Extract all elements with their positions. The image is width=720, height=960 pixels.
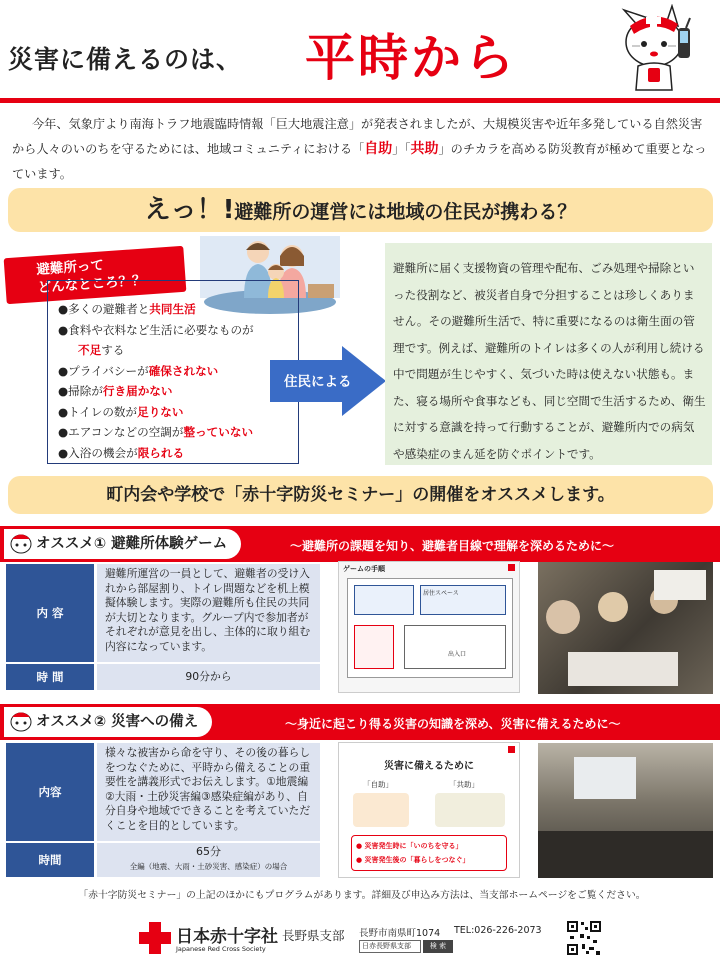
- question-line1: 避難所って: [35, 257, 105, 279]
- arrow-label: 住民による: [284, 374, 352, 390]
- band1-text: 避難所の運営には地域の住民が携わる？: [234, 201, 577, 223]
- rec2-title: オススメ② 災害への備え: [4, 707, 212, 737]
- list-item: ●エアコンなどの空調が整っていない: [58, 425, 254, 439]
- header-title-prefix: 災害に備えるのは、: [8, 45, 243, 74]
- qr-code-icon: [566, 920, 602, 956]
- intro-jijo: 自助: [364, 141, 393, 157]
- org-name-en: Japanese Red Cross Society: [176, 945, 266, 953]
- mascot-small-icon: [8, 530, 34, 558]
- shelter-question-band: [8, 188, 713, 232]
- thumb-title: ゲームの手順: [343, 565, 385, 573]
- telephone: TEL:026-226-2073: [454, 925, 542, 936]
- shelter-explanation: 避難所に届く支援物資の管理や配布、ごみ処理や掃除といった役割など、被災者自身で分担することは珍しくありません。その避難所生活で、特に重要になるのは衛生面の管理です。例えば、避難所のトイレは多くの人が利用し続ける中で問題が生じやすく、気づいた時は使えない状態も。また、寝る場所や食事なども、同じ空間で生活するため、衛生に対する意識を持って行動することが、避難所内での病気や感染症のまん延を防ぐポイントです。: [385, 243, 712, 465]
- rec2-content-label: 内容: [6, 743, 94, 841]
- rec2-time-note: 全編（地震、大雨・土砂災害、感染症）の場合: [129, 861, 288, 871]
- red-cross-logo: [137, 920, 173, 956]
- rec1-title: オススメ① 避難所体験ゲーム: [4, 529, 241, 559]
- rec2-subtitle: ～身近に起こり得る災害の知識を深め、災害に備えるために～: [285, 717, 621, 731]
- rec1-content: 避難所運営の一員として、避難者の受け入れから部屋割り、トイレ問題などを机上模擬体験します。実際の避難所も住民の共同が大切となります。グループ内で参加者がそれぞれが意見を出し、主体的に取り組む内容になっています。: [97, 564, 320, 662]
- intro-text-3: 」のチカラを高める防災教育が極めて重要となっています。: [12, 142, 707, 181]
- rec1-time: 90分から: [97, 664, 320, 690]
- floor-plan: 居住スペース 出入口: [347, 578, 513, 678]
- rec1-content-label: 内 容: [6, 564, 94, 662]
- mascot-small-icon: [8, 708, 34, 736]
- intro-paragraph: [12, 112, 712, 187]
- rec1-subtitle: ～避難所の課題を知り、避難者目線で理解を深めるために～: [290, 539, 615, 553]
- rec2-time: 65分: [196, 845, 221, 858]
- game-procedure-thumbnail: [338, 561, 520, 693]
- red-cross-mark: [508, 746, 515, 753]
- seminar-recommend-band: 町内会や学校で「赤十字防災セミナー」の開催をオススメします。: [8, 476, 713, 514]
- rec2-content: 様々な被害から命を守り、その後の暮らしをつなぐために、平時から備えることの重要性を講義形式でお伝えします。①地震編②大雨・土砂災害編③感染症編があり、自分自身や地域でできることを考えていただくことを目的としています。: [97, 743, 320, 841]
- red-cross-mark: [508, 564, 515, 571]
- question-line2: どんなところ？？: [37, 272, 147, 297]
- disaster-slide-thumbnail: 災害に備えるために 「自助」 「共助」 ● 災害発生時に「いのちを守る」 ● 災害発生後の「暮らしをつなぐ」: [338, 742, 520, 878]
- shelter-problem-list: [47, 280, 299, 464]
- intro-text-1: 今年、気象庁より南海トラフ地震臨時情報「巨大地震注意」が発表されましたが、大規模災害や近年多発している自然災害から人々のいのちを守るためには、地域コミュニティにおける「: [12, 117, 703, 156]
- intro-text-2: 」「: [392, 142, 411, 156]
- list-item: ●多くの避難者と共同生活: [58, 302, 196, 316]
- intro-kyojo: 共助: [410, 141, 439, 157]
- search-button[interactable]: 検 索: [423, 940, 453, 953]
- band1-exclaim: えっ！!: [144, 195, 235, 225]
- list-item: ●食料や衣料など生活に必要なものが: [58, 322, 254, 337]
- branch-name: 長野県支部: [282, 928, 345, 943]
- rec2-time-cell: [97, 843, 320, 877]
- list-item: 不足する: [78, 343, 125, 357]
- mascot-illustration: [610, 4, 700, 96]
- list-item: ●トイレの数が足りない: [58, 404, 184, 419]
- header-divider: [0, 98, 720, 103]
- slide-title: 災害に備えるために: [384, 761, 474, 772]
- search-box: 日赤長野県支部: [359, 940, 421, 953]
- list-item: ●プライバシーが確保されない: [58, 363, 219, 378]
- seminar-photo-1: [538, 562, 713, 694]
- header-title-emphasis: 平時から: [305, 29, 517, 87]
- rec2-time-label: 時間: [6, 843, 94, 877]
- footer-note: 「赤十字防災セミナー」の上記のほかにもプログラムがあります。詳細及び申込み方法は、当支部ホームページをご覧ください。: [78, 890, 646, 901]
- address: 長野市南県町1074: [359, 928, 441, 939]
- seminar-photo-2: [538, 743, 713, 878]
- org-name: 日本赤十字社: [176, 927, 278, 947]
- list-item: ●掃除が行き届かない: [58, 384, 173, 398]
- rec1-time-label: 時 間: [6, 664, 94, 690]
- list-item: ●入浴の機会が限られる: [58, 445, 185, 460]
